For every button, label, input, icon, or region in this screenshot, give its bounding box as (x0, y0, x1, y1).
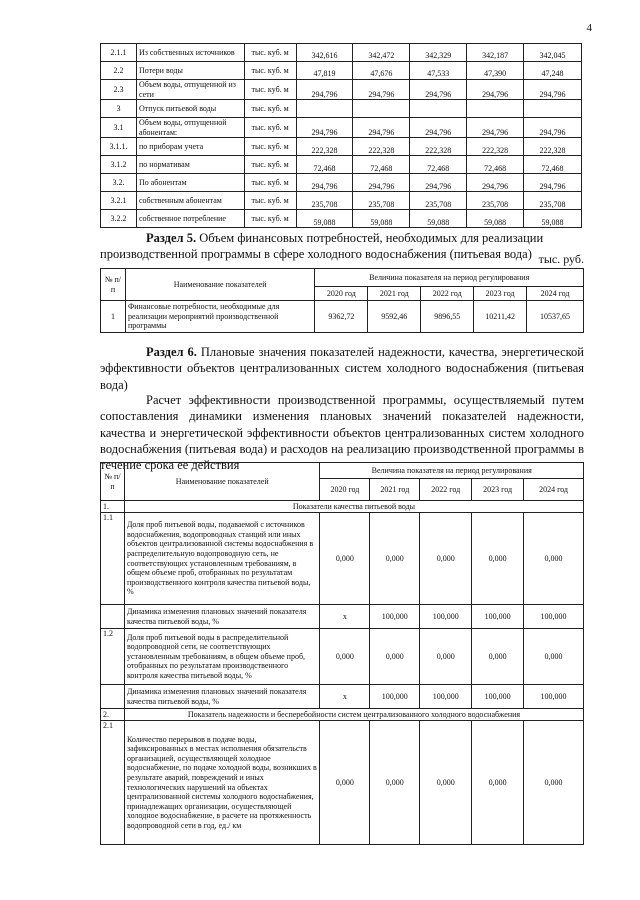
t1-value: 59,088 (296, 210, 353, 228)
t1-value: 72,468 (524, 156, 582, 174)
t1-code: 3.1 (101, 118, 137, 138)
t1-unit: тыс. куб. м (244, 138, 296, 156)
t3-row-num: 1.2 (101, 629, 125, 685)
t1-value: 59,088 (524, 210, 582, 228)
t1-value: 294,796 (296, 174, 353, 192)
t3-value: 100,000 (472, 605, 524, 629)
t1-value (296, 100, 353, 118)
t3-value: 100,000 (524, 685, 584, 709)
t1-value: 235,708 (410, 192, 467, 210)
t1-value: 294,796 (353, 174, 410, 192)
table-row (101, 100, 582, 118)
t3-row-num-empty (101, 605, 125, 629)
t2-year: 2020 год (315, 287, 368, 301)
t1-code: 2.1.1 (101, 44, 137, 62)
t3-value: 0,000 (472, 721, 524, 845)
t1-name: собственным абонентам (136, 192, 244, 210)
t3-group-num: 1. (101, 501, 125, 513)
t3-year: 2020 год (320, 479, 370, 501)
t1-value (467, 100, 524, 118)
t3-year: 2021 год (370, 479, 420, 501)
t1-value: 294,796 (296, 80, 353, 100)
t3-value: 100,000 (370, 685, 420, 709)
page-number: 4 (586, 22, 592, 34)
t3-row-name: Доля проб питьевой воды в распределительной водопроводной сети, не соответствующих установленным требованиям, в общем объеме проб, отобранных по результатам производственного контроля качества питьевой воды, % (124, 629, 320, 685)
t3-value: 0,000 (420, 721, 472, 845)
t1-value: 342,472 (353, 44, 410, 62)
t2-header-group: Величина показателя на период регулирования (315, 269, 584, 287)
t1-unit: тыс. куб. м (244, 44, 296, 62)
t3-value: 100,000 (420, 685, 472, 709)
t3-value: 0,000 (370, 513, 420, 605)
t1-name: Объем воды, отпущенной из сети (136, 80, 244, 100)
t2-row-num: 1 (101, 301, 126, 333)
t3-header-num: № п/п (101, 463, 125, 501)
t2-value: 9362,72 (315, 301, 368, 333)
t3-header-group: Величина показателя на период регулирования (320, 463, 584, 479)
t1-value: 47,819 (296, 62, 353, 80)
t3-year: 2023 год (472, 479, 524, 501)
t1-value: 222,328 (410, 138, 467, 156)
table-row (101, 118, 582, 138)
section5-label: Раздел 5. (146, 231, 197, 245)
t1-value: 72,468 (353, 156, 410, 174)
t1-unit: тыс. куб. м (244, 192, 296, 210)
t1-value: 47,676 (353, 62, 410, 80)
t1-value: 235,708 (524, 192, 582, 210)
t2-header-num: № п/п (101, 269, 126, 301)
t3-group-title: Показатели качества питьевой воды (124, 501, 583, 513)
t1-value: 72,468 (296, 156, 353, 174)
t3-row-name: Динамика изменения плановых значений показателя качества питьевой воды, % (124, 685, 320, 709)
water-volume-table (100, 43, 582, 228)
t1-value (410, 100, 467, 118)
t1-code: 3.1.2 (101, 156, 137, 174)
t3-value: 100,000 (370, 605, 420, 629)
t3-row-name: Динамика изменения плановых значений показателя качества питьевой воды, % (124, 605, 320, 629)
t1-value: 294,796 (524, 174, 582, 192)
t1-code: 3.2. (101, 174, 137, 192)
t1-value: 47,248 (524, 62, 582, 80)
t1-unit: тыс. куб. м (244, 174, 296, 192)
t3-value: 0,000 (524, 513, 584, 605)
t2-value: 10211,42 (474, 301, 527, 333)
t1-value: 59,088 (410, 210, 467, 228)
t1-value: 59,088 (467, 210, 524, 228)
t1-value: 235,708 (467, 192, 524, 210)
t3-value: 100,000 (472, 685, 524, 709)
t3-row-name: Количество перерывов в подаче воды, зафиксированных в местах исполнения обязательств организацией, осуществляющей холодное водоснабжение, по подаче холодной воды, возникших в результате аварий, повреждений и иных технологических нарушений на объектах централизованной системы холодного водоснабжения, принадлежащих организации, осуществляющей холодное водоснабжение, в расчете на протяженность водопроводной сети в год, ед./ км (124, 721, 320, 845)
section6-title: Плановые значения показателей надежности, качества, энергетической эффективности объектов централизованных систем холодного водоснабжения (питьевая вода) (100, 345, 584, 392)
t1-value: 294,796 (410, 118, 467, 138)
t1-code: 3.2.1 (101, 192, 137, 210)
t1-value: 235,708 (296, 192, 353, 210)
t1-value: 235,708 (353, 192, 410, 210)
t1-name: Объем воды, отпущенной абонентам: (136, 118, 244, 138)
t1-code: 2.2 (101, 62, 137, 80)
t3-year: 2022 год (420, 479, 472, 501)
t1-name: По абонентам (136, 174, 244, 192)
t1-name: собственное потребление (136, 210, 244, 228)
t2-value: 9896,55 (421, 301, 474, 333)
t1-value: 294,796 (353, 80, 410, 100)
t3-header-name: Наименование показателей (124, 463, 320, 501)
section6-heading (100, 344, 584, 393)
table-row (101, 138, 582, 156)
t1-value: 294,796 (524, 80, 582, 100)
t3-value: 0,000 (524, 629, 584, 685)
t2-year: 2024 год (527, 287, 584, 301)
t1-name: по нормативам (136, 156, 244, 174)
t1-value: 294,796 (410, 174, 467, 192)
t3-value: 0,000 (472, 629, 524, 685)
t1-value: 59,088 (353, 210, 410, 228)
t1-name: по приборам учета (136, 138, 244, 156)
t1-value: 222,328 (353, 138, 410, 156)
section5-unit: тыс. руб. (538, 252, 584, 266)
t1-unit: тыс. куб. м (244, 80, 296, 100)
t1-name: Отпуск питьевой воды (136, 100, 244, 118)
section6-paragraph: Расчет эффективности производственной программы, осуществляемый путем сопоставления динамики изменения плановых значений показателей надежности, качества и энергетической эффективности объектов централизованных систем холодного водоснабжения (питьевая вода) и расходов на реализацию производственной программы в течение срока ее действия (100, 393, 584, 472)
t2-value: 10537,65 (527, 301, 584, 333)
table-row (101, 80, 582, 100)
t3-value: 100,000 (420, 605, 472, 629)
t3-value: 0,000 (420, 513, 472, 605)
t1-unit: тыс. куб. м (244, 100, 296, 118)
t3-value: x (320, 605, 370, 629)
t1-value: 72,468 (410, 156, 467, 174)
t1-code: 3 (101, 100, 137, 118)
t3-value: 0,000 (472, 513, 524, 605)
t1-value: 342,329 (410, 44, 467, 62)
section5-heading (100, 230, 584, 263)
table-row (101, 62, 582, 80)
t3-row-name: Доля проб питьевой воды, подаваемой с источников водоснабжения, водопроводных станций или иных объектов централизованной системы водоснабжения в распределительную водопроводную сеть, не соответствующих установленным требованиям, в общем объеме проб, отобранных по результатам производственного контроля качества питьевой воды, % (124, 513, 320, 605)
t1-value: 47,533 (410, 62, 467, 80)
section5-title: Объем финансовых потребностей, необходимых для реализации производственной программы в сфере холодного водоснабжения (питьевая вода) (100, 231, 544, 262)
indicators-table (100, 462, 584, 845)
t1-value: 72,468 (467, 156, 524, 174)
t1-value: 342,045 (524, 44, 582, 62)
t3-value: 0,000 (320, 629, 370, 685)
t1-value: 294,796 (467, 174, 524, 192)
t1-code: 2.3 (101, 80, 137, 100)
t2-row-name: Финансовые потребности, необходимые для реализации мероприятий производственной программы (125, 301, 314, 333)
t1-value: 294,796 (467, 118, 524, 138)
t1-unit: тыс. куб. м (244, 156, 296, 174)
t2-year: 2021 год (368, 287, 421, 301)
t3-row-num-empty (101, 685, 125, 709)
t3-group-title: Показатель надежности и бесперебойности систем централизованного холодного водоснабжения (124, 709, 583, 721)
t1-code: 3.1.1. (101, 138, 137, 156)
t1-unit: тыс. куб. м (244, 210, 296, 228)
t3-value: x (320, 685, 370, 709)
t1-value: 294,796 (524, 118, 582, 138)
t2-year: 2023 год (474, 287, 527, 301)
t1-value (524, 100, 582, 118)
t1-value: 294,796 (353, 118, 410, 138)
t1-unit: тыс. куб. м (244, 118, 296, 138)
t3-value: 0,000 (420, 629, 472, 685)
t3-row-num: 2.1 (101, 721, 125, 845)
t3-group-num: 2. (101, 709, 125, 721)
t1-name: Из собственных источников (136, 44, 244, 62)
table-row (101, 192, 582, 210)
t1-value: 222,328 (524, 138, 582, 156)
t1-value: 342,616 (296, 44, 353, 62)
t1-value: 342,187 (467, 44, 524, 62)
t3-value: 0,000 (320, 513, 370, 605)
t1-code: 3.2.2 (101, 210, 137, 228)
t1-value: 294,796 (410, 80, 467, 100)
t2-header-name: Наименование показателей (125, 269, 314, 301)
table-row (101, 156, 582, 174)
t2-year: 2022 год (421, 287, 474, 301)
t1-value: 222,328 (296, 138, 353, 156)
table-row (101, 44, 582, 62)
t3-value: 0,000 (320, 721, 370, 845)
t1-value: 47,390 (467, 62, 524, 80)
t3-value: 0,000 (370, 629, 420, 685)
section6-label: Раздел 6. (146, 345, 197, 359)
table-row (101, 210, 582, 228)
t2-value: 9592,46 (368, 301, 421, 333)
table-row (101, 174, 582, 192)
t3-value: 100,000 (524, 605, 584, 629)
t1-unit: тыс. куб. м (244, 62, 296, 80)
t1-value: 294,796 (296, 118, 353, 138)
t1-value: 294,796 (467, 80, 524, 100)
t1-value (353, 100, 410, 118)
financial-needs-table (100, 268, 584, 333)
t3-year: 2024 год (524, 479, 584, 501)
t3-value: 0,000 (370, 721, 420, 845)
t3-value: 0,000 (524, 721, 584, 845)
t3-row-num: 1.1 (101, 513, 125, 605)
t1-value: 222,328 (467, 138, 524, 156)
t1-name: Потери воды (136, 62, 244, 80)
